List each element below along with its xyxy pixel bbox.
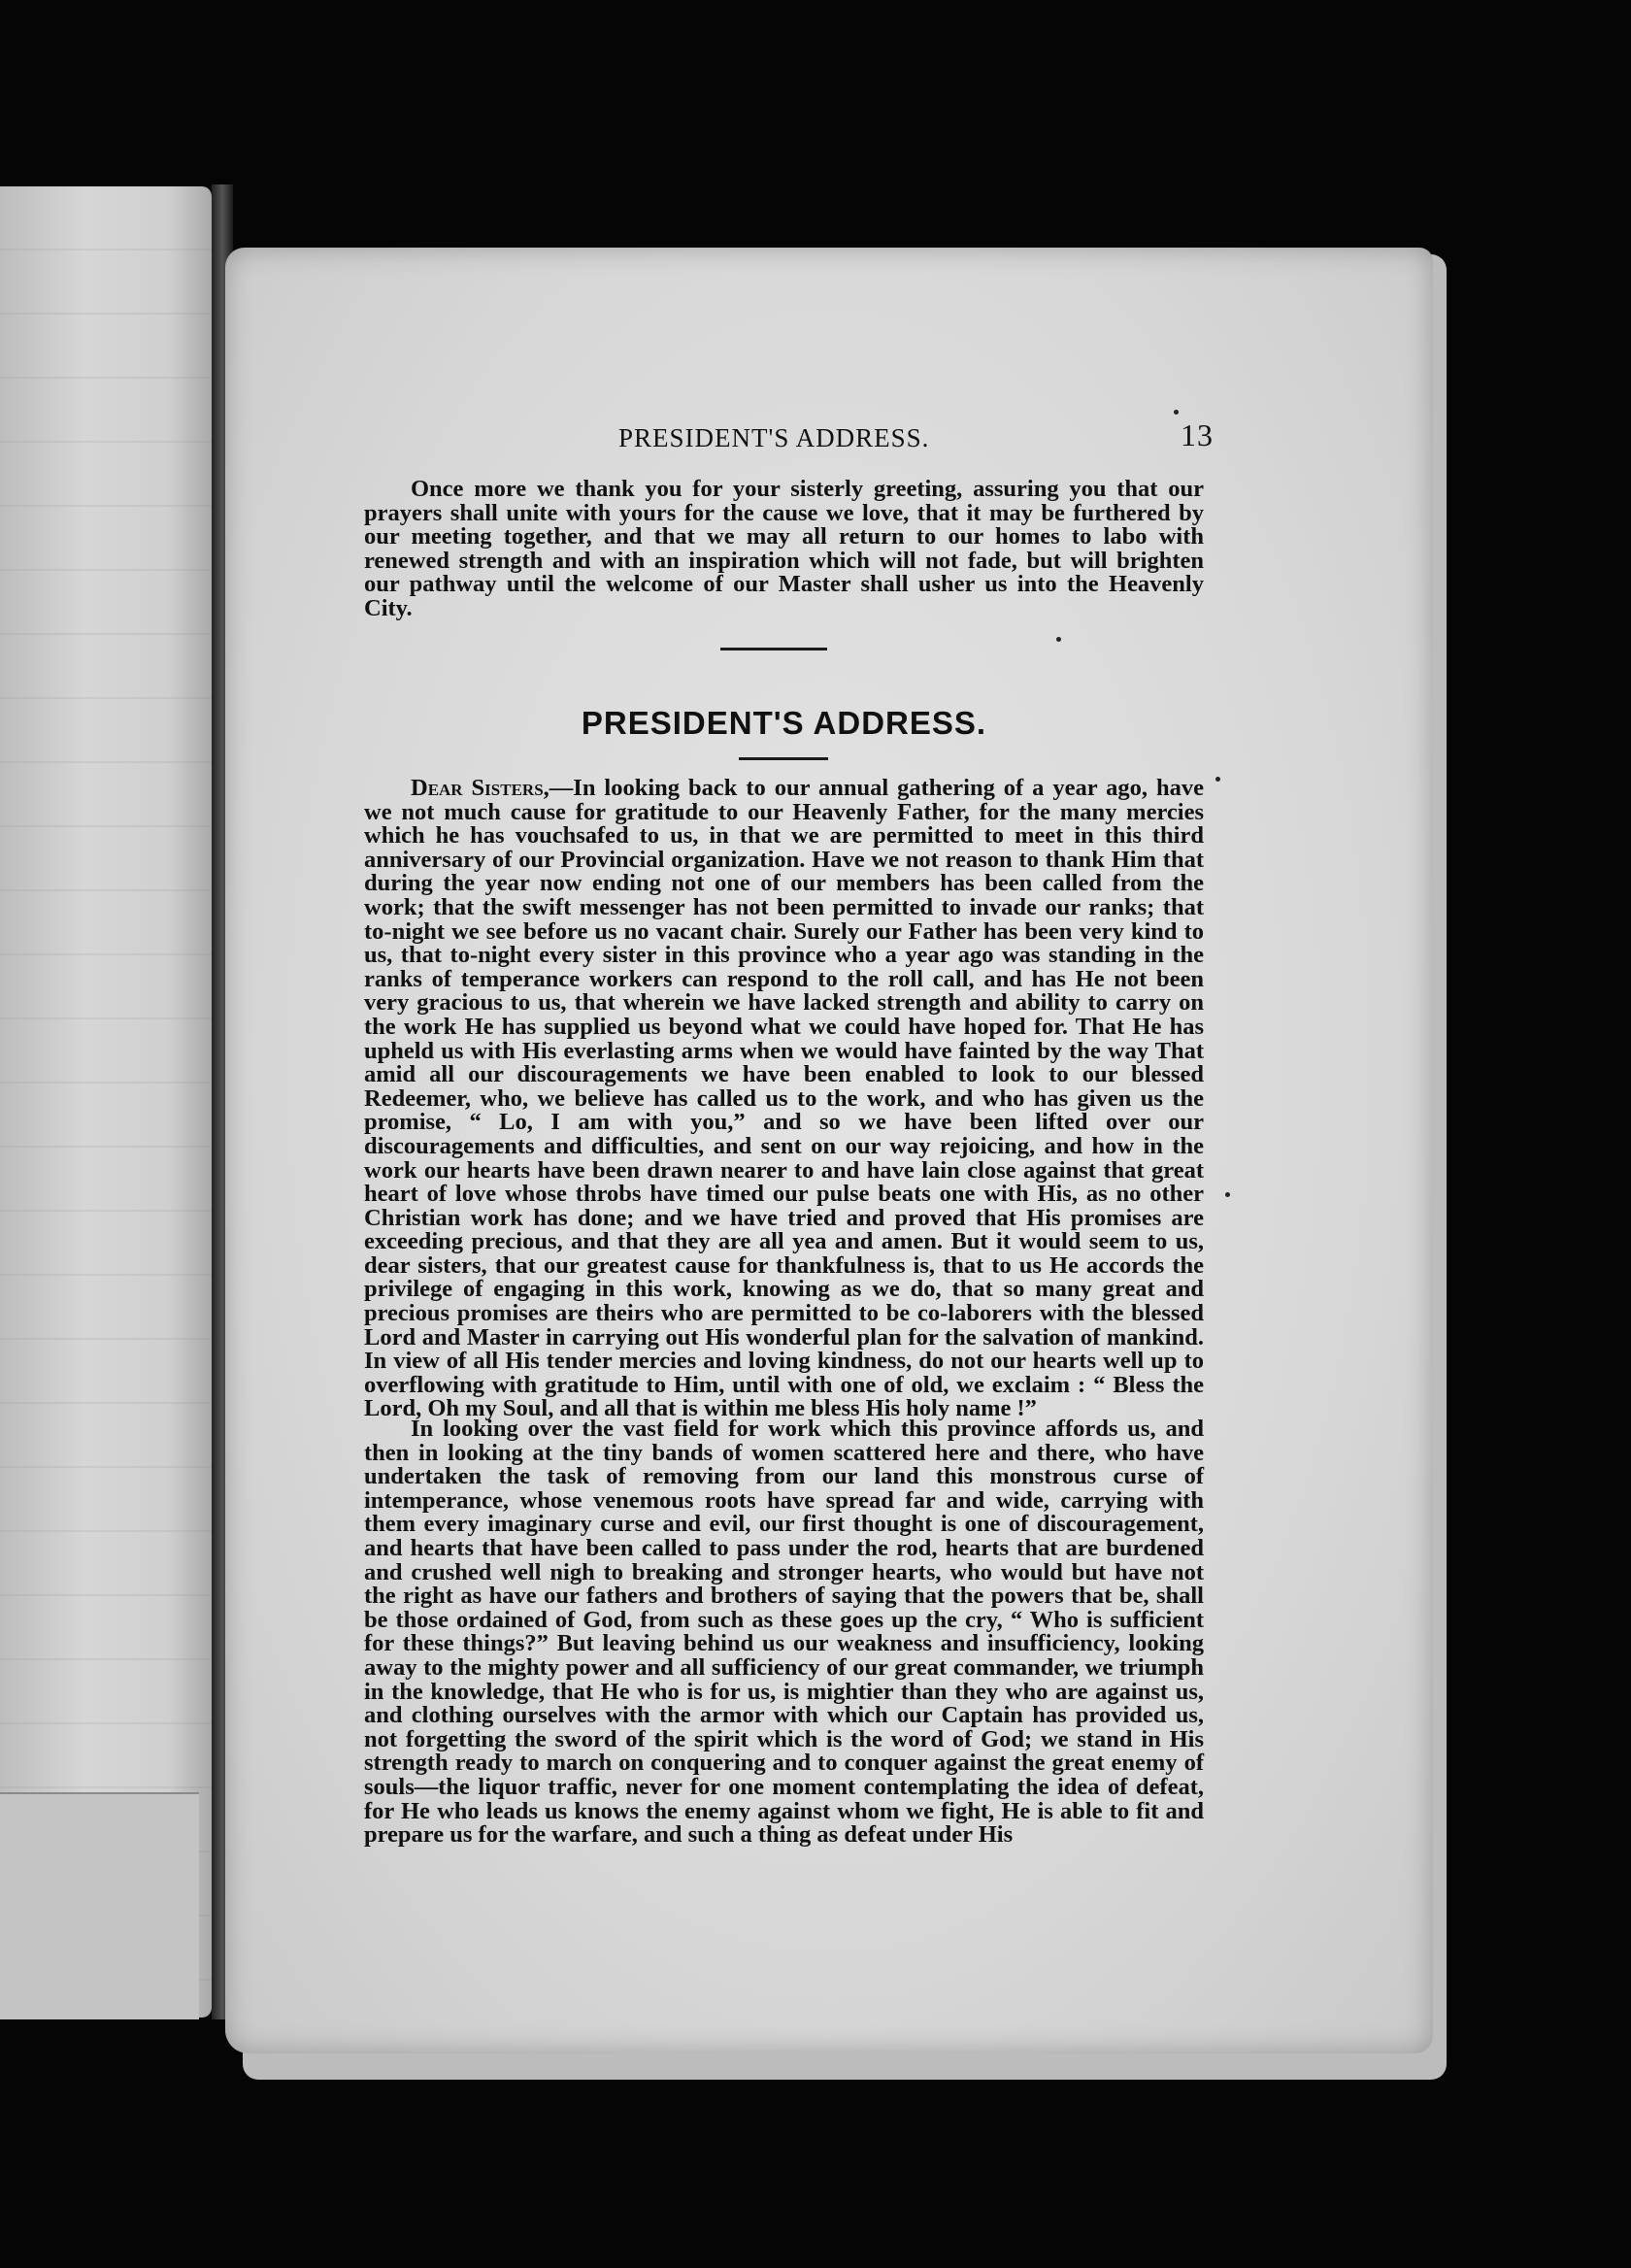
address-paragraph-2: In looking over the vast field for work which this province affords us, and then in looking at the tiny bands of women scattered here and there, who have undertaken the task of removing from our land this monstrous curse of intemperance, whose venemous roots have spread far and wide, carrying with them every imaginary curse and evil, our first thought is one of discouragement, and hearts that have been called to pass under the rod, hearts that are burdened and crushed well nigh to breaking and stronger hearts, who would but have not the right as have our fathers and brothers of saying that the powers that be, shall be those ordained of God, from such as these goes up the cry, “ Who is sufficient for these things?” But leaving behind us our weakness and insufficiency, looking away to the mighty power and all sufficiency of our great commander, we triumph in the knowledge, that He who is for us, is mightier than they who are against us, and clothing ourselves with the armor with which our Captain has provided us, not forgetting the sword of the spirit which is the word of God; we stand in His strength ready to march on conquering and to conquer against the great enemy of souls—the liquor traffic, never for one moment contemplating the idea of defeat, for He who leads us knows the enemy against whom we fight, He is able to fit and prepare us for the warfare, and such a thing as defeat under His xyxy=(364,1416,1204,1849)
ink-speck xyxy=(1215,777,1220,782)
salutation: Dear Sisters, xyxy=(411,775,549,801)
heading-underline-rule xyxy=(739,757,828,760)
page-number: 13 xyxy=(1181,417,1214,452)
running-head-title: PRESIDENT'S ADDRESS. xyxy=(618,423,930,452)
ink-speck xyxy=(1225,1192,1230,1197)
section-divider-rule xyxy=(720,648,827,650)
previous-page-ruling xyxy=(0,186,212,2018)
intro-paragraph: Once more we thank you for your sisterly greeting, assuring you that our prayers shall unite with yours for the cause we love, that it may be furthered by our meeting together, and that we may all return to our homes to labo with renewed strength and with an inspiration which will not fade, but will brighten our pathway until the welcome of our Master shall usher us into the Heavenly City. xyxy=(364,476,1204,621)
address-paragraph-1 xyxy=(364,777,1204,1421)
section-heading: PRESIDENT'S ADDRESS. xyxy=(581,705,987,741)
address-paragraph-1-text: —In looking back to our annual gathering of a year ago, have we not much cause for gratitude to our Heavenly Father, for the many mercies which he has vouchsafed to us, in that we are permitted to meet in this third anniversary of our Provincial organization. Have we not reason to thank Him that during the year now ending not one of our members has been called from the work; that the swift messenger has not been permitted to invade our ranks; that to-night we see before us no vacant chair. Surely our Father has been very kind to us, that to-night every sister in this province who a year ago was standing in the ranks of temperance workers can respond to the roll call, and has He not been very gracious to us, that wherein we have lacked strength and ability to carry on the work He has supplied us beyond what we could have hoped for. That He has upheld us with His everlasting arms when we would have fainted by the way That amid all our discouragements we have been enabled to look to our blessed Redeemer, who, we believe has called us to the work, and who has given us the promise, “ Lo, I am with you,” and so we have been lifted over our discouragements and difficulties, and sent on our way rejoicing, and how in the work our hearts have been drawn nearer to and have lain close against that great heart of love whose throbs have timed our pulse beats one with His, as no other Christian work has done; and we have tried and proved that His promises are exceeding precious, and that they are all yea and amen. But it would seem to us, dear sisters, that our greatest cause for thankfulness is, that to us He accords the privilege of engaging in this work, knowing as we do, that so many great and precious promises are theirs who are permitted to be co-laborers with the blessed Lord and Master in carrying out His wonderful plan for the salvation of mankind. In view of all His tender mercies and loving kindness, do not our hearts well up to overflowing with gratitude to Him, until with one of old, we exclaim : “ Bless the Lord, Oh my Soul, and all that is within me bless His holy name !” xyxy=(364,775,1204,1422)
ink-speck xyxy=(1174,410,1179,415)
ink-speck xyxy=(1056,637,1061,642)
previous-page-flap xyxy=(0,1792,199,2019)
previous-page-edge xyxy=(0,186,212,2018)
running-head xyxy=(364,417,1214,456)
